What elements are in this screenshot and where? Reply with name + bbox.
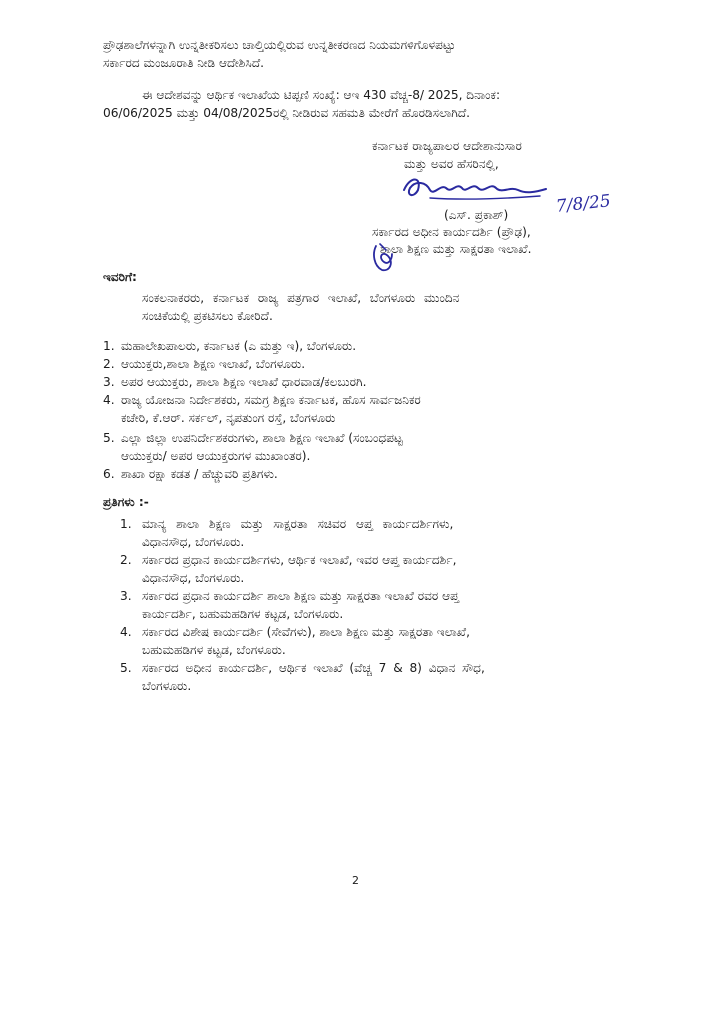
recipient-text: ಅಪರ ಆಯುಕ್ತರು, ಶಾಲಾ ಶಿಕ್ಷಣ ಇಲಾಖೆ ಧಾರವಾಡ/ಕಲಬುರಗಿ.: [121, 375, 367, 389]
copy-number: 1.: [120, 517, 132, 531]
recipient-text: ಎಲ್ಲಾ ಜಿಲ್ಲಾ ಉಪನಿರ್ದೇಶಕರುಗಳು, ಶಾಲಾ ಶಿಕ್ಷಣ ಇಲಾಖೆ (ಸಂಬಂಧಪಟ್ಟ: [121, 431, 403, 445]
copy-text: ಸರ್ಕಾರದ ವಿಶೇಷ ಕಾರ್ಯದರ್ಶಿ (ಸೇವೆಗಳು), ಶಾಲಾ ಶಿಕ್ಷಣ ಮತ್ತು ಸಾಕ್ಷರತಾ ಇಲಾಖೆ,: [142, 625, 470, 639]
page-number: 2: [352, 874, 359, 887]
recipient-number: 2.: [103, 357, 115, 371]
approval-line-1: ಈ ಆದೇಶವನ್ನು ಆರ್ಥಿಕ ಇಲಾಖೆಯ ಟಿಪ್ಪಣಿ ಸಂಖ್ಯೆ: ಆಇ 430 ವೆಚ್ಚ-8/ 2025, ದಿನಾಂಕ:: [142, 88, 501, 102]
recipient-text: ಆಯುಕ್ತರು,ಶಾಲಾ ಶಿಕ್ಷಣ ಇಲಾಖೆ, ಬೆಂಗಳೂರು.: [121, 357, 306, 371]
recipient-number: 6.: [103, 467, 115, 481]
approval-line-2: 06/06/2025 ಮತ್ತು 04/08/2025ರಲ್ಲಿ ನೀಡಿರುವ ಸಹಮತಿ ಮೇರೆಗೆ ಹೊರಡಿಸಲಾಗಿದೆ.: [103, 106, 470, 120]
recipient-item-1: [103, 337, 356, 355]
copy-item-2: [120, 551, 456, 569]
authority-line-2: ಮತ್ತು ಅವರ ಹೆಸರಿನಲ್ಲಿ,: [404, 157, 499, 171]
intro-line-1: ಪ್ರೌಢಶಾಲೆಗಳನ್ನಾಗಿ ಉನ್ನತೀಕರಿಸಲು ಚಾಲ್ತಿಯಲ್ಲಿರುವ ಉನ್ನತೀಕರಣದ ನಿಯಮಗಳಿಗೊಳಪಟ್ಟು: [103, 38, 456, 52]
copy-number: 3.: [120, 589, 132, 603]
copy-number: 4.: [120, 625, 132, 639]
copy-item-5-cont: ಬೆಂಗಳೂರು.: [142, 679, 192, 693]
recipient-text: ರಾಜ್ಯ ಯೋಜನಾ ನಿರ್ದೇಶಕರು, ಸಮಗ್ರ ಶಿಕ್ಷಣ ಕರ್ನಾಟಕ, ಹೊಸ ಸಾರ್ವಜನಿಕರ: [121, 393, 421, 407]
handwritten-signature: [400, 168, 550, 208]
gazette-line-2: ಸಂಚಿಕೆಯಲ್ಲಿ ಪ್ರಕಟಿಸಲು ಕೋರಿದೆ.: [142, 309, 273, 323]
copy-item-3-cont: ಕಾರ್ಯದರ್ಶಿ, ಬಹುಮಹಡಿಗಳ ಕಟ್ಟಡ, ಬೆಂಗಳೂರು.: [142, 607, 344, 621]
recipient-item-4: [103, 391, 421, 409]
recipient-item-5: [103, 429, 403, 447]
recipient-item-4-cont: ಕಚೇರಿ, ಕೆ.ಆರ್. ಸರ್ಕಲ್, ನೃಪತುಂಗ ರಸ್ತೆ, ಬೆಂಗಳೂರು: [121, 411, 336, 425]
authority-line-1: ಕರ್ನಾಟಕ ರಾಜ್ಯಪಾಲರ ಆದೇಶಾನುಸಾರ: [372, 139, 522, 153]
copy-number: 5.: [120, 661, 132, 675]
initials-mark: [370, 240, 398, 278]
intro-line-2: ಸರ್ಕಾರದ ಮಂಜೂರಾತಿ ನೀಡಿ ಆದೇಶಿಸಿದೆ.: [103, 56, 264, 70]
recipient-item-5-cont: ಆಯುಕ್ತರು/ ಅಪರ ಆಯುಕ್ತರುಗಳ ಮುಖಾಂತರ).: [121, 449, 311, 463]
copy-text: ಸರ್ಕಾರದ ಪ್ರಧಾನ ಕಾರ್ಯದರ್ಶಿ ಶಾಲಾ ಶಿಕ್ಷಣ ಮತ್ತು ಸಾಕ್ಷರತಾ ಇಲಾಖೆ ರವರ ಆಪ್ತ: [142, 589, 459, 603]
copy-item-4: [120, 623, 470, 641]
recipient-item-3: [103, 373, 366, 391]
copy-item-4-cont: ಬಹುಮಹಡಿಗಳ ಕಟ್ಟಡ, ಬೆಂಗಳೂರು.: [142, 643, 286, 657]
recipient-number: 5.: [103, 431, 115, 445]
recipient-number: 4.: [103, 393, 115, 407]
signatory-designation: ಸರ್ಕಾರದ ಅಧೀನ ಕಾರ್ಯದರ್ಶಿ (ಪ್ರೌಢ),: [372, 225, 531, 239]
handwritten-date: 7/8/25: [555, 191, 612, 217]
signatory-department: ಶಾಲಾ ಶಿಕ್ಷಣ ಮತ್ತು ಸಾಕ್ಷರತಾ ಇಲಾಖೆ.: [380, 242, 532, 256]
copy-item-2-cont: ವಿಧಾನಸೌಧ, ಬೆಂಗಳೂರು.: [142, 571, 245, 585]
recipient-item-6: [103, 465, 278, 483]
recipient-number: 3.: [103, 375, 115, 389]
copy-number: 2.: [120, 553, 132, 567]
recipient-text: ಮಹಾಲೇಖಪಾಲರು, ಕರ್ನಾಟಕ (ಎ ಮತ್ತು ಇ), ಬೆಂಗಳೂರು.: [121, 339, 357, 353]
copy-item-3: [120, 587, 459, 605]
copy-item-1-cont: ವಿಧಾನಸೌಧ, ಬೆಂಗಳೂರು.: [142, 535, 245, 549]
signatory-name: (ಎಸ್. ಪ್ರಕಾಶ್): [444, 208, 509, 222]
recipient-text: ಶಾಖಾ ರಕ್ಷಾ ಕಡತ / ಹೆಚ್ಚುವರಿ ಪ್ರತಿಗಳು.: [121, 467, 278, 481]
recipients-heading: ಇವರಿಗೆ:: [103, 270, 137, 284]
recipient-item-2: [103, 355, 305, 373]
copies-heading: ಪ್ರತಿಗಳು :-: [103, 495, 149, 509]
gazette-line-1: ಸಂಕಲನಾಕರರು, ಕರ್ನಾಟಕ ರಾಜ್ಯ ಪತ್ರಗಾರ ಇಲಾಖೆ, ಬೆಂಗಳೂರು ಮುಂದಿನ: [142, 291, 460, 305]
copy-item-1: [120, 515, 453, 533]
copy-item-5: [120, 659, 485, 677]
copy-text: ಸರ್ಕಾರದ ಅಧೀನ ಕಾರ್ಯದರ್ಶಿ, ಆರ್ಥಿಕ ಇಲಾಖೆ (ವೆಚ್ಚ 7 & 8) ವಿಧಾನ ಸೌಧ,: [142, 661, 485, 675]
copy-text: ಮಾನ್ಯ ಶಾಲಾ ಶಿಕ್ಷಣ ಮತ್ತು ಸಾಕ್ಷರತಾ ಸಚಿವರ ಆಪ್ತ ಕಾರ್ಯದರ್ಶಿಗಳು,: [142, 517, 454, 531]
copy-text: ಸರ್ಕಾರದ ಪ್ರಧಾನ ಕಾರ್ಯದರ್ಶಿಗಳು, ಆರ್ಥಿಕ ಇಲಾಖೆ, ಇವರ ಆಪ್ತ ಕಾರ್ಯದರ್ಶಿ,: [142, 553, 457, 567]
recipient-number: 1.: [103, 339, 115, 353]
